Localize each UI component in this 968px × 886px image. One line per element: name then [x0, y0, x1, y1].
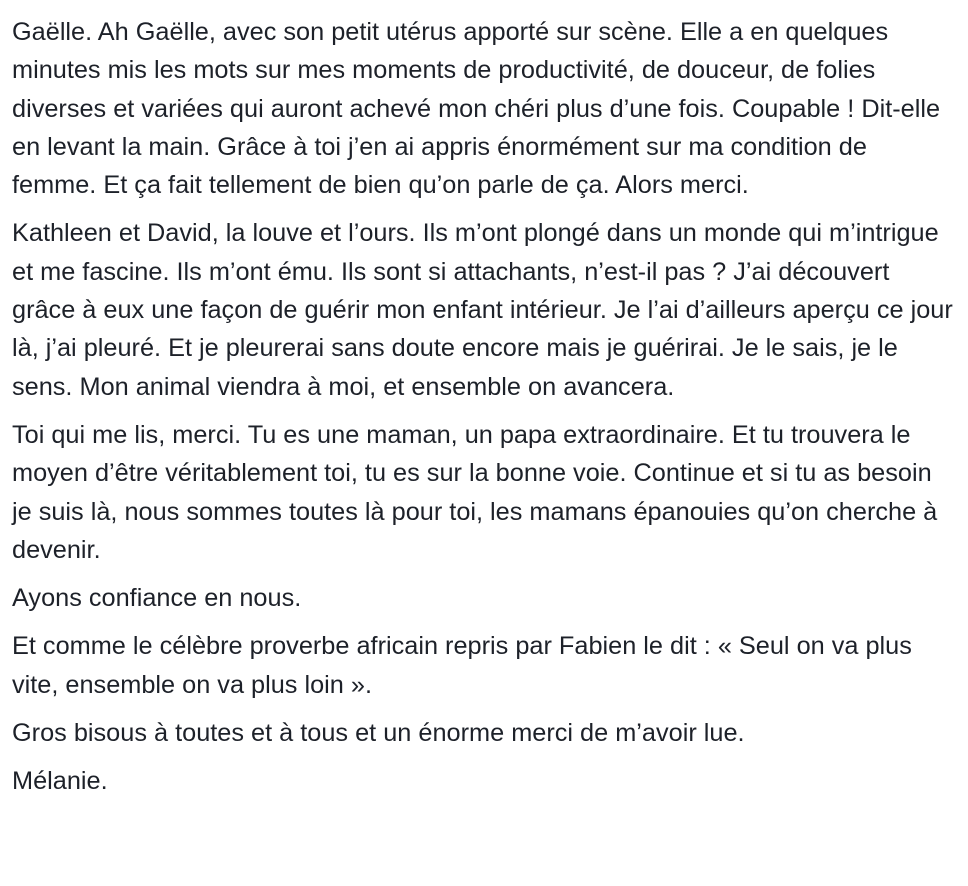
paragraph-reader: Toi qui me lis, merci. Tu es une maman, un papa extraordinaire. Et tu trouvera le moyen d’être véritablement toi, tu es sur la bonne voie. Continue et si tu as besoin je suis là, nous sommes toutes là pour toi, les mamans épanouies qu’on cherche à devenir. — [12, 420, 938, 564]
paragraph-kathleen-david: Kathleen et David, la louve et l’ours. Ils m’ont plongé dans un monde qui m’intrigue et me fascine. Ils m’ont ému. Ils sont si attachants, n’est-il pas ? J’ai découvert grâce à eux une façon de guérir mon enfant intérieur. Je l’ai d’ailleurs aperçu ce jour là, j’ai pleuré. Et je pleurerai sans doute encore mais je guérirai. Je le sais, je le sens. Mon animal viendra à moi, et ensemble on avancera. — [12, 219, 953, 401]
paragraph-thanks: Gros bisous à toutes et à tous et un énorme merci de m’avoir lue. — [12, 719, 745, 748]
paragraph-proverb: Et comme le célèbre proverbe africain repris par Fabien le dit : « Seul on va plus vite, ensemble on va plus loin ». — [12, 632, 912, 699]
paragraph-gaelle: Gaëlle. Ah Gaëlle, avec son petit utérus apporté sur scène. Elle a en quelques minutes mis les mots sur mes moments de productivité, de douceur, de folies diverses et variées qui auront achevé mon chéri plus d’une fois. Coupable ! Dit-elle en levant la main. Grâce à toi j’en ai appris énormément sur ma condition de femme. Et ça fait tellement de bien qu’on parle de ça. Alors merci. — [12, 18, 941, 200]
paragraph-confidence: Ayons confiance en nous. — [12, 584, 302, 613]
paragraph-signature: Mélanie. — [12, 767, 108, 796]
